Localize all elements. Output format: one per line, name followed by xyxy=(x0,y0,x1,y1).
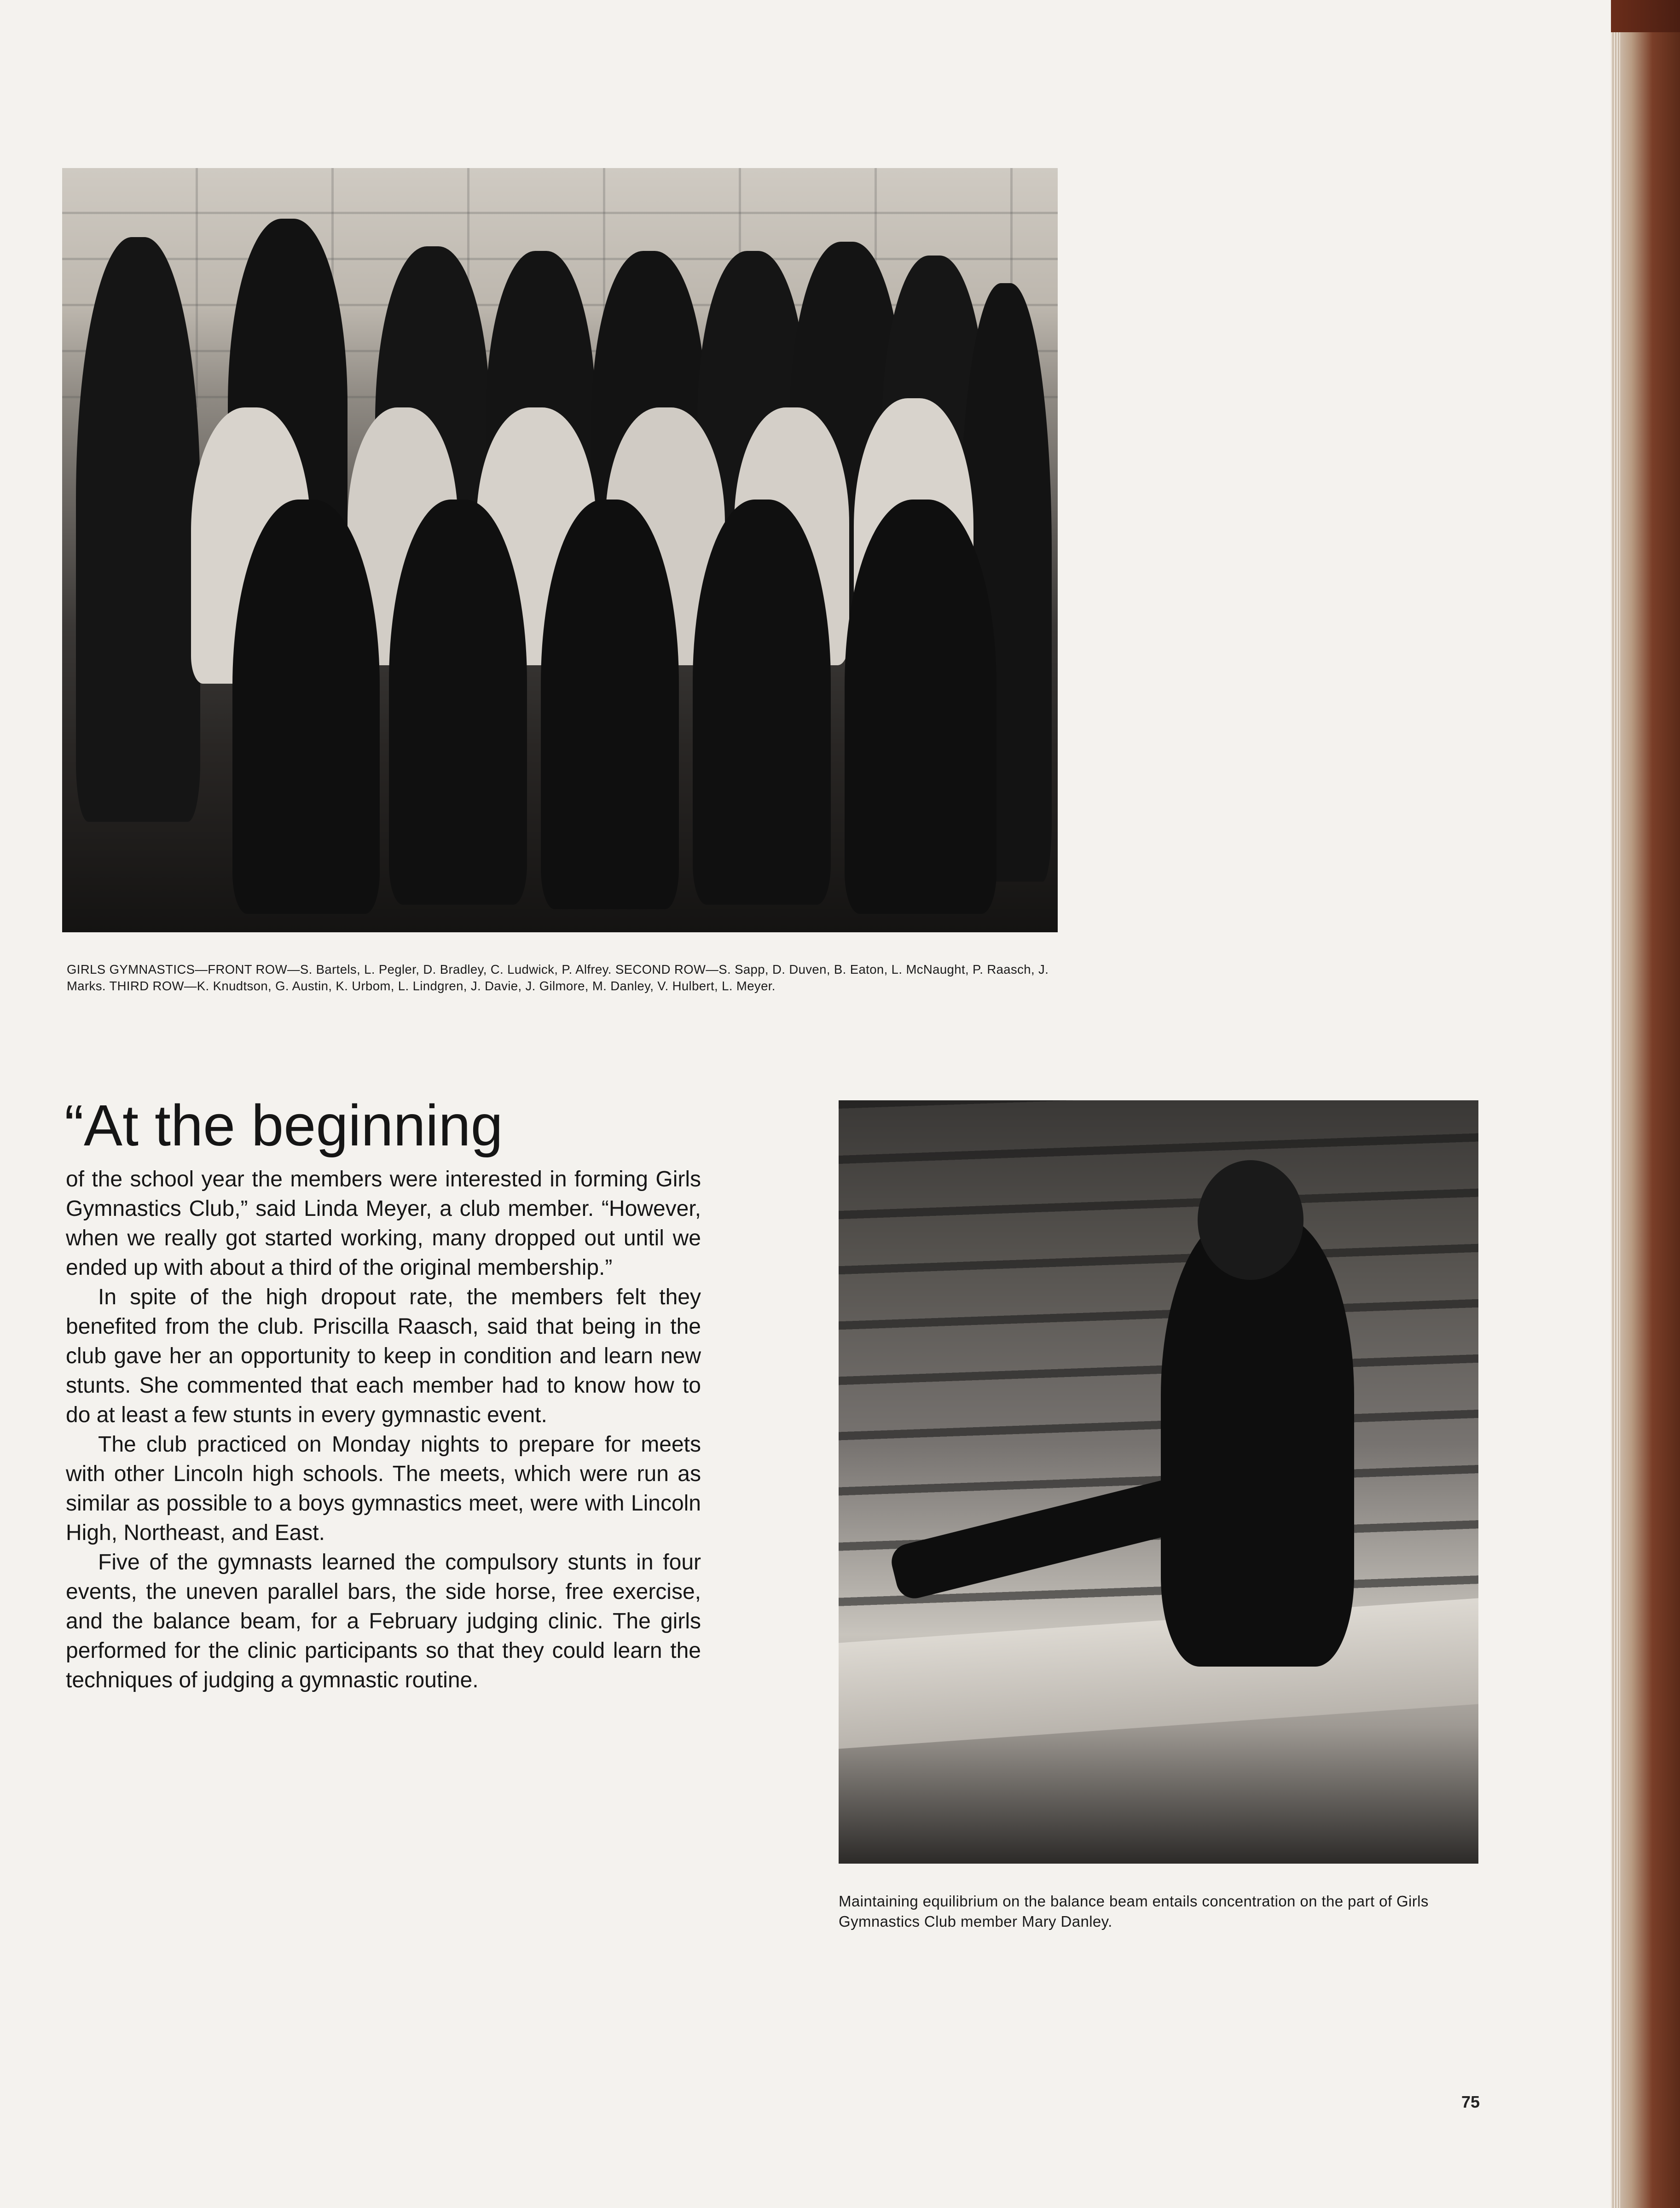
paragraph: Five of the gymnasts learned the compulsory stunts in four events, the uneven parallel bars, the side horse, free exercise, and the balance beam, for a February judging clinic. The girls performed for the clinic participants so that they could learn the techniques of judging a gymnastic routine. xyxy=(66,1550,701,1692)
gymnast-head xyxy=(1198,1160,1303,1280)
paragraph: In spite of the high dropout rate, the members felt they benefited from the club. Priscilla Raasch, said that being in the club gave her an opportunity to keep in condition and learn new stunts. She commented that each member had to know how to do at least a few stunts in every gymnastic event. xyxy=(66,1285,701,1427)
gymnast-figure xyxy=(1161,1215,1354,1667)
book-cover-edge xyxy=(1611,0,1680,32)
group-photo-caption: GIRLS GYMNASTICS—FRONT ROW—S. Bartels, L. Pegler, D. Bradley, C. Ludwick, P. Alfrey. SECOND ROW—S. Sapp, D. Duven, B. Eaton, L. McNaught, P. Raasch, J. Marks. THIRD ROW—K. Knudtson, G. Austin, K. Urbom, L. Lindgren, J. Davie, J. Gilmore, M. Danley, V. Hulbert, L. Meyer. xyxy=(67,962,1049,993)
page-number: 75 xyxy=(1461,2092,1480,2111)
article-body xyxy=(66,1165,701,1695)
gymnast-figure xyxy=(389,500,527,905)
paragraph: of the school year the members were interested in forming Girls Gymnastics Club,” said Linda Meyer, a club member. “However, when we really got started working, many dropped out until we ended up with about a third of the original membership.” xyxy=(66,1167,701,1280)
article-headline: “At the beginning xyxy=(64,1093,503,1158)
gymnast-figure xyxy=(232,500,380,914)
gymnast-figure xyxy=(845,500,996,914)
balance-beam-photo xyxy=(839,1100,1478,1864)
book-page-edge xyxy=(1611,0,1680,2208)
gymnast-figure xyxy=(693,500,831,905)
beam-photo-caption: Maintaining equilibrium on the balance beam entails concentration on the part of Girls Gymnastics Club member Mary Danley. xyxy=(839,1893,1429,1930)
paragraph: The club practiced on Monday nights to prepare for meets with other Lincoln high schools. The meets, which were run as similar as possible to a boys gymnastics meet, were with Lincoln High, Northeast, and East. xyxy=(66,1432,701,1545)
group-photo-girls-gymnastics xyxy=(62,168,1058,932)
gymnast-figure xyxy=(541,500,679,909)
gymnast-figure xyxy=(76,237,200,822)
